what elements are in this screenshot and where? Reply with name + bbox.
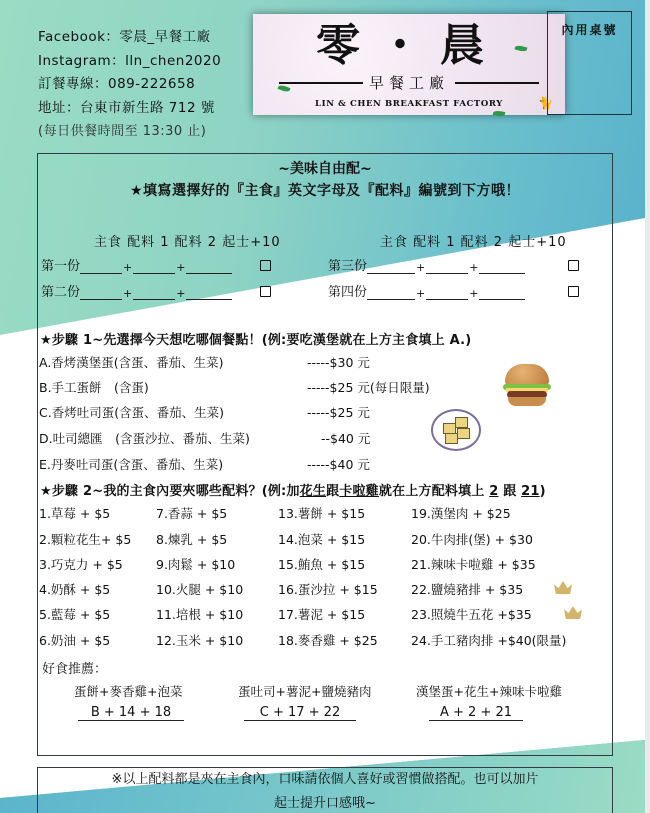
topping-item: 4.奶酥 + $5 <box>39 582 111 597</box>
topping1-input[interactable] <box>426 285 468 300</box>
topping-item: 19.漢堡肉 + $25 <box>411 506 511 521</box>
topping-item: 17.薯泥 + $15 <box>278 607 366 622</box>
topping1-input[interactable] <box>133 285 175 300</box>
cat-icon: 🐈 <box>538 96 553 110</box>
topping2-input[interactable] <box>186 259 232 274</box>
order-row-3 <box>328 255 525 274</box>
order-row-2 <box>41 281 232 300</box>
recommend-combo-name: 蛋餅+麥香雞+泡菜 <box>74 684 183 699</box>
topping2-input[interactable] <box>479 285 525 300</box>
logo-title: 零・晨 <box>316 20 502 71</box>
topping-item: 1.草莓 + $5 <box>39 506 111 521</box>
plus-sign: + <box>123 261 133 274</box>
topping-item: 15.鮪魚 + $15 <box>278 557 366 572</box>
logo-subtitle-text: 早餐工廠 <box>369 74 450 92</box>
topping-item: 22.鹽燒豬排 + $35 <box>411 582 524 597</box>
phone-text: 訂餐專線：089-222658 <box>38 76 196 92</box>
recommend-combo-name: 漢堡蛋+花生+辣味卡啦雞 <box>416 684 562 699</box>
order-form <box>37 153 613 756</box>
item-price: -----$25 元(每日限量) <box>307 380 430 395</box>
item-name: D.吐司總匯 (含蛋沙拉、番茄、生菜) <box>39 431 250 446</box>
order-row-1 <box>41 255 232 274</box>
hours-text: (每日供餐時間至 13:30 止) <box>38 124 207 139</box>
column-headers-left: 主食 配料 1 配料 2 起士+10 <box>94 235 281 250</box>
plus-sign: + <box>176 261 186 274</box>
topping2-input[interactable] <box>186 285 232 300</box>
topping-item: 3.巧克力 + $5 <box>39 557 123 572</box>
cheese-checkbox[interactable] <box>260 260 271 271</box>
cheese-checkbox[interactable] <box>568 260 579 271</box>
form-instruction: ★填寫選擇好的『主食』英文字母及『配料』編號到下方哦！ <box>129 183 521 199</box>
item-name: E.丹麥吐司蛋(含蛋、番茄、生菜) <box>39 457 224 472</box>
crown-icon <box>554 581 572 594</box>
topping-item: 2.顆粒花生+ $5 <box>39 532 132 547</box>
plus-sign: + <box>123 287 133 300</box>
main-food-input[interactable] <box>367 259 415 274</box>
plus-sign: + <box>416 261 426 274</box>
topping-item: 8.煉乳 + $5 <box>156 532 228 547</box>
main-item-b <box>39 378 430 396</box>
topping-item: 14.泡菜 + $15 <box>278 532 366 547</box>
topping-item: 11.培根 + $10 <box>156 607 244 622</box>
topping-item: 12.玉米 + $10 <box>156 633 244 648</box>
order-row-4 <box>328 281 525 300</box>
topping-item: 7.香蒜 + $5 <box>156 506 228 521</box>
recommend-combo-code: C + 17 + 22 <box>244 705 356 721</box>
cheese-checkbox[interactable] <box>568 286 579 297</box>
logo-subtitle <box>273 72 545 93</box>
plus-sign: + <box>469 261 479 274</box>
note-line-1: ※以上配料都是夾在主食內，口味請依個人喜好或習慣做搭配。也可以加片 <box>111 772 539 787</box>
plus-sign: + <box>416 287 426 300</box>
brand-logo <box>253 14 565 115</box>
item-name: C.香烤吐司蛋(含蛋、番茄、生菜) <box>39 405 224 420</box>
topping-item: 20.牛肉排(堡) + $30 <box>411 532 533 547</box>
logo-english: LIN & CHEN BREAKFAST FACTORY <box>315 99 503 109</box>
divider <box>279 82 363 84</box>
item-name: A.香烤漢堡蛋(含蛋、番茄、生菜) <box>39 355 224 370</box>
main-item-e <box>39 455 370 473</box>
sandwich-plate-icon <box>431 409 481 451</box>
topping-item: 18.麥香雞 + $25 <box>278 633 378 648</box>
item-price: --$40 元 <box>321 431 371 446</box>
item-price: -----$30 元 <box>307 355 370 370</box>
topping2-input[interactable] <box>479 259 525 274</box>
facebook-text: Facebook：零晨_早餐工廠 <box>38 29 211 45</box>
leaf-icon <box>493 110 506 117</box>
table-number-box[interactable] <box>547 11 632 115</box>
topping-item: 10.火腿 + $10 <box>156 582 244 597</box>
note-box <box>37 767 613 813</box>
plus-sign: + <box>469 287 479 300</box>
instagram-text: Instagram：lln_chen2020 <box>38 52 222 69</box>
main-food-input[interactable] <box>367 285 415 300</box>
main-food-input[interactable] <box>80 259 122 274</box>
row-label: 第二份 <box>41 285 81 300</box>
row-label: 第三份 <box>328 259 368 274</box>
topping1-input[interactable] <box>133 259 175 274</box>
note-line-2: 起士提升口感哦~ <box>274 796 376 811</box>
recommend-combo-code: B + 14 + 18 <box>78 705 184 721</box>
topping-item: 6.奶油 + $5 <box>39 633 111 648</box>
main-item-a <box>39 353 370 371</box>
hamburger-icon <box>503 364 551 410</box>
step1-title: ★步驟 1~先選擇今天想吃哪個餐點！(例:要吃漢堡就在上方主食填上 A.) <box>40 333 472 348</box>
cheese-checkbox[interactable] <box>260 286 271 297</box>
topping-item: 9.肉鬆 + $10 <box>156 557 236 572</box>
topping-item: 24.手工豬肉排 +$40(限量) <box>411 633 567 648</box>
item-price: -----$40 元 <box>307 457 370 472</box>
topping1-input[interactable] <box>426 259 468 274</box>
recommend-combo-name: 蛋吐司+薯泥+鹽燒豬肉 <box>238 684 372 699</box>
divider <box>455 82 539 84</box>
topping-item: 5.藍莓 + $5 <box>39 607 111 622</box>
item-price: -----$25 元 <box>307 405 370 420</box>
address-text: 地址：台東市新生路 712 號 <box>38 99 215 116</box>
step2-title: ★步驟 2~我的主食內要夾哪些配料？(例:加花生跟卡啦雞就在上方配料填上 2 跟 21) <box>40 484 546 499</box>
form-title: ~美味自由配~ <box>278 161 372 177</box>
contact-info <box>38 26 221 144</box>
crown-icon <box>564 606 582 619</box>
main-item-d <box>39 429 371 447</box>
topping-item: 23.照燒牛五花 +$35 <box>411 607 532 622</box>
row-label: 第一份 <box>41 259 81 274</box>
recommend-label: 好食推薦： <box>42 662 108 677</box>
topping-item: 13.薯餅 + $15 <box>278 506 366 521</box>
topping-item: 16.蛋沙拉 + $15 <box>278 582 378 597</box>
item-name: B.手工蛋餅 (含蛋) <box>39 380 149 395</box>
topping-item: 21.辣味卡啦雞 + $35 <box>411 557 536 572</box>
table-number-label: 內用桌號 <box>561 23 618 37</box>
plus-sign: + <box>176 287 186 300</box>
column-headers-right: 主食 配料 1 配料 2 起士+10 <box>380 235 567 250</box>
main-item-c <box>39 403 370 421</box>
main-food-input[interactable] <box>80 285 122 300</box>
recommend-combo-code: A + 2 + 21 <box>429 705 523 721</box>
row-label: 第四份 <box>328 285 368 300</box>
